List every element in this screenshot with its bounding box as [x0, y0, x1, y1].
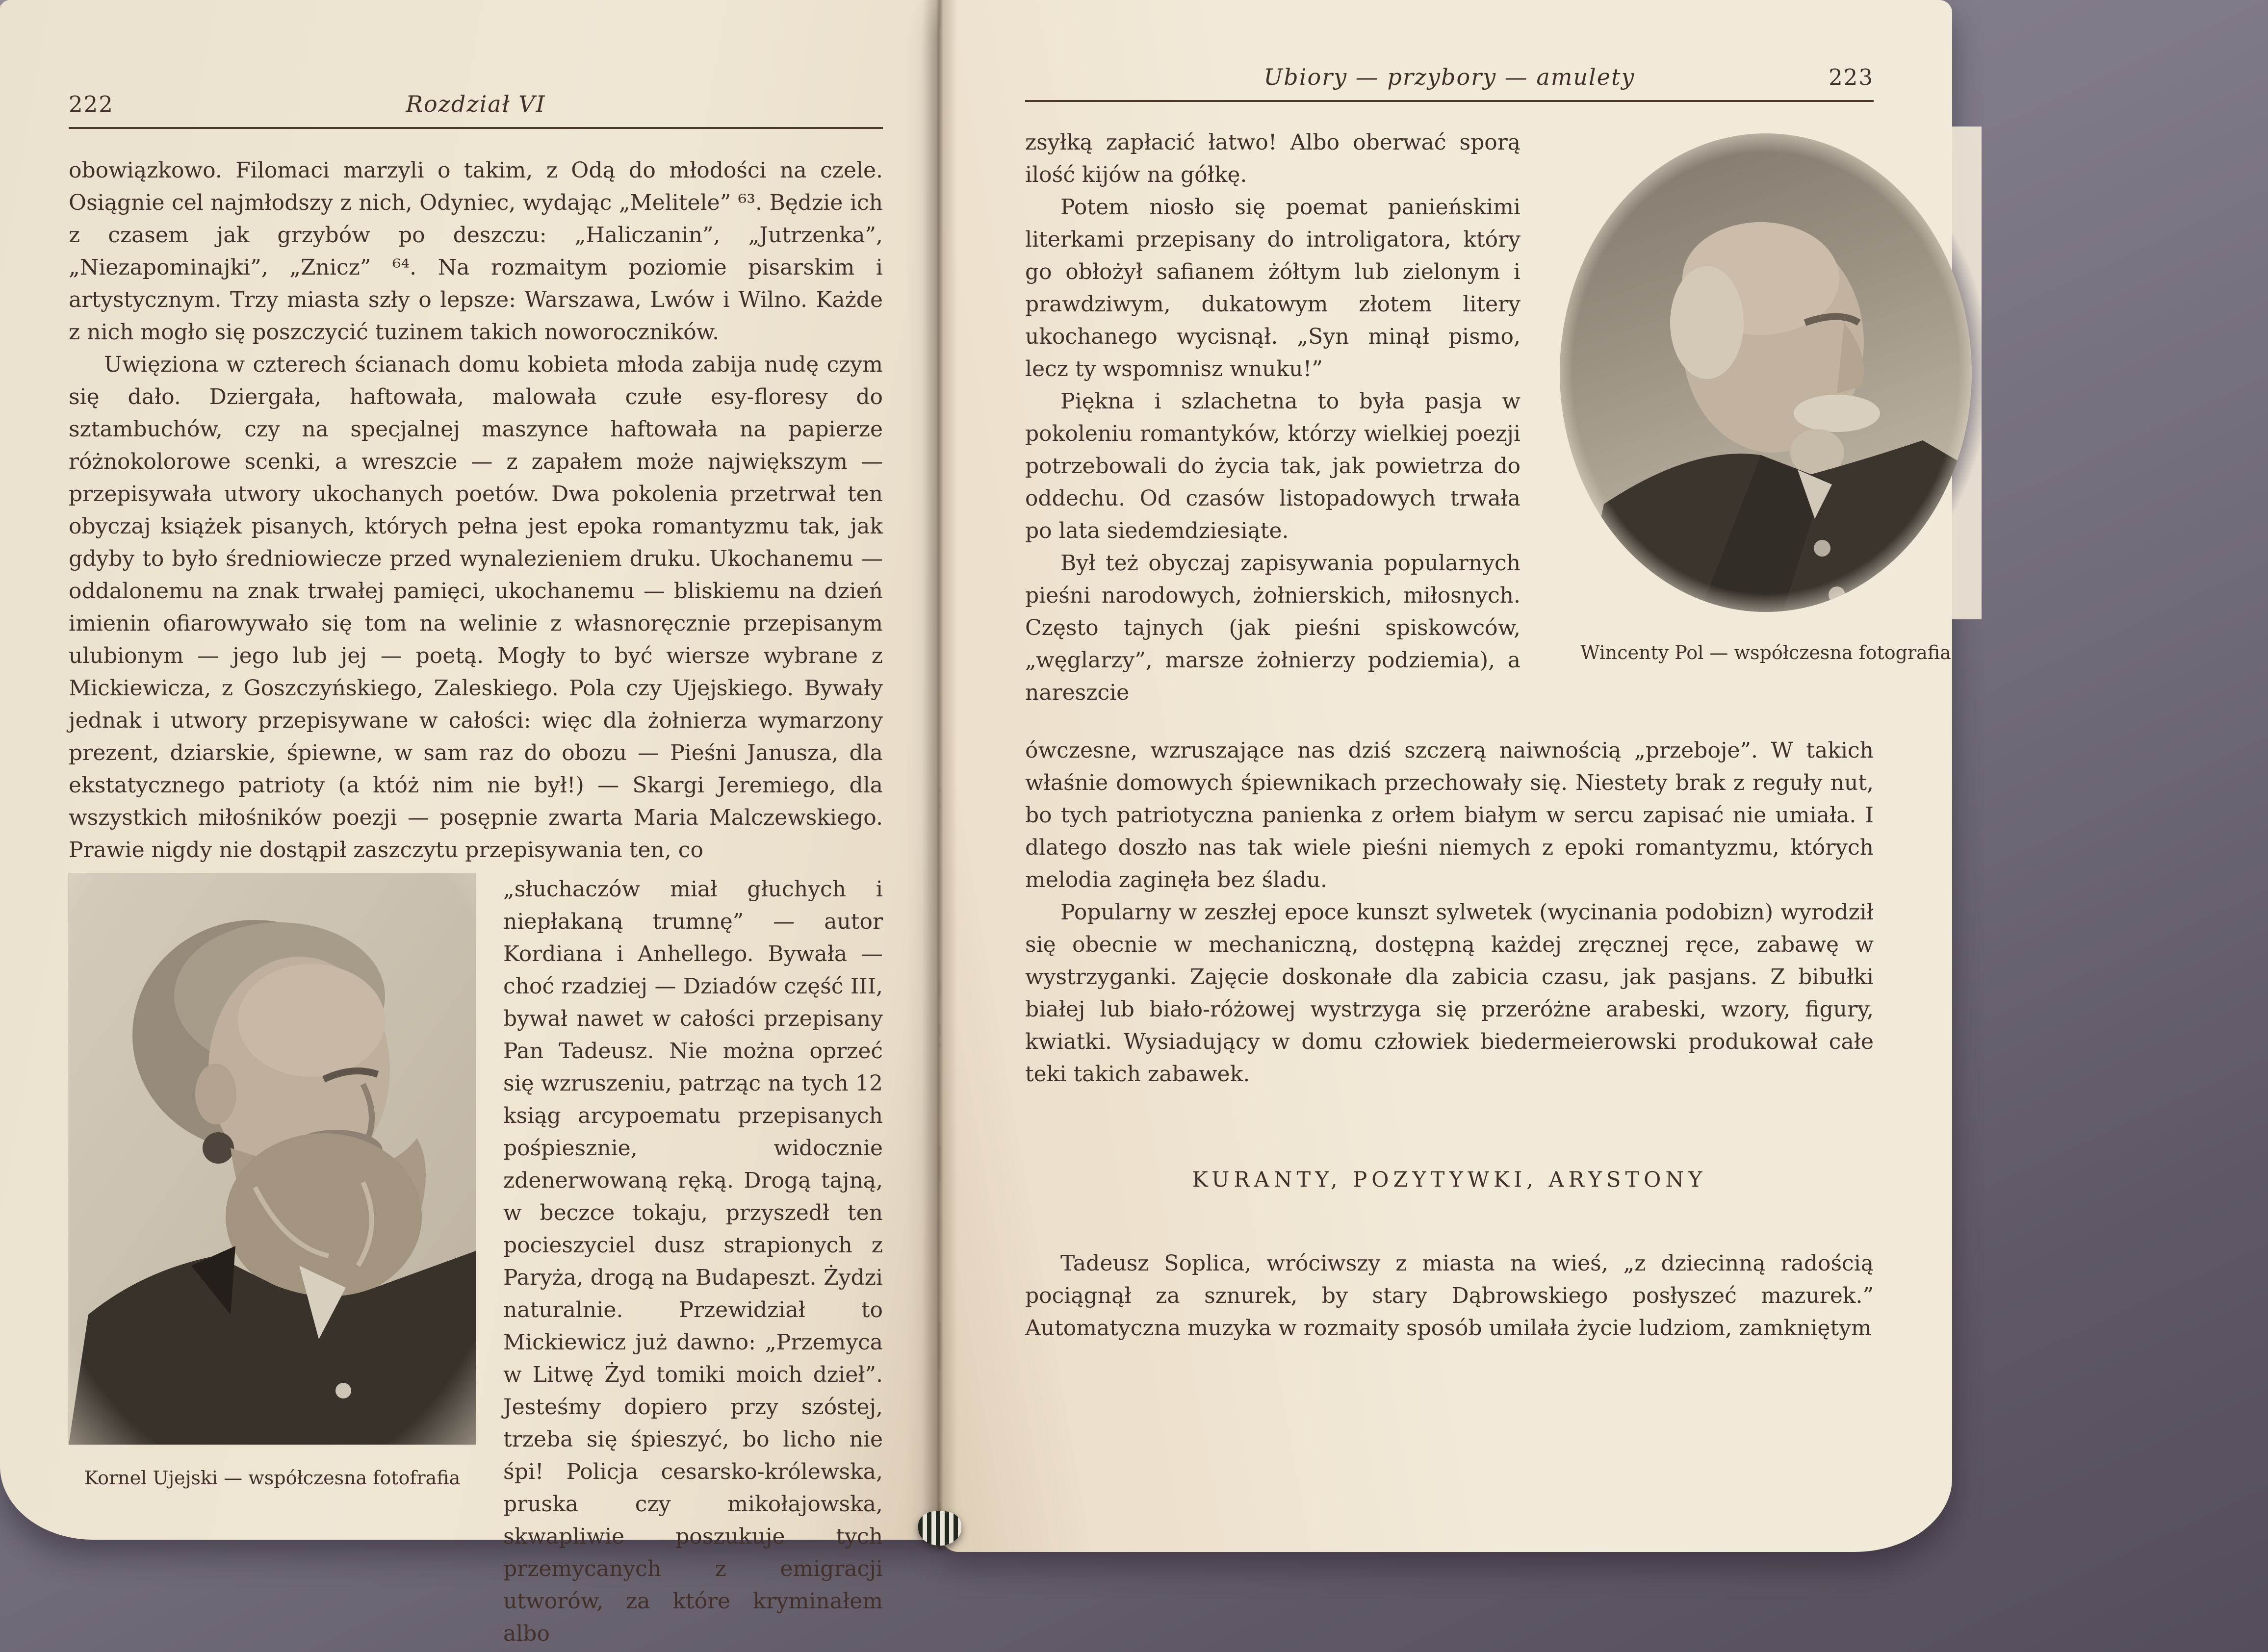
- paragraph: Uwięziona w czterech ścianach domu kobieta młoda zabija nudę czym się dało. Dziergała, haftowała, malowała czułe esy-floresy do sztambuchów, czy na specjalnej maszynce haftowała na papierze różnokolorowe scenki, a wreszcie — z zapałem może największym — przepisywała utwory ukochanych poetów. Dwa pokolenia przetrwał ten obyczaj książek pisanych, których pełna jest epoka romantyzmu tak, jak gdyby to było średniowiecze przed wynalezieniem druku. Ukochanemu — oddalonemu na znak trwałej pamięci, ukochanemu — bliskiemu na dzień imienin ofiarowywało się tom na welinie z własnoręcznie przepisanym ulubionym — jego lub jej — poetą. Mogły to być wiersze wybrane z Mickiewicza, z Goszczyńskiego, Zaleskiego. Pola czy Ujejskiego. Bywały jednak i utwory przepisywane w całości: więc dla żołnierza wymarzony prezent, dziarskie, śpiewne, w sam raz do obozu — Pieśni Janusza, dla ekstatycznego patrioty (a któż nim nie był!) — Skargi Jeremiego, dla wszystkich miłośników poezji — posępnie zwarta Maria Malczewskiego. Prawie nigdy nie dostąpił zaszczytu przepisywania ten, co: [69, 352, 883, 863]
- left-photo-caption: Kornel Ujejski — współczesna fotofrafia: [84, 1467, 461, 1489]
- paragraph: Potem niosło się poemat panieńskimi literkami przepisany do introligatora, który go obłożył safianem żółtym lub zielonym i prawdziwym, dukatowym złotem litery ukochanego wycisnął. „Syn minął pismo, lecz ty wspomnisz wnuku!”: [1025, 195, 1521, 381]
- paragraph: „słuchaczów miał głuchych i niepłakaną trumnę” — autor Kordiana i Anhellego. Bywała — choć rzadziej — Dziadów część III, bywał nawet w całości przepisany Pan Tadeusz. Nie można oprzeć się wzruszeniu, patrząc na tych 12 ksiąg arcypoematu przepisanych pośpiesznie, widocznie zdenerwowaną ręką. Drogą tajną, w beczce tokaju, przyszedł ten pocieszyciel dusz strapionych z Paryża, drogą na Budapeszt. Żydzi naturalnie. Przewidział to Mickiewicz już dawno: „Przemyca w Litwę Żyd tomiki moich dzieł”. Jesteśmy dopiero przy szóstej, trzeba się śpieszyć, bo licho nie śpi! Policja cesarsko-królewska, pruska czy mikołajowska, skwapliwie poszukuje tych przemycanych z emigracji utworów, za które kryminałem albo: [503, 877, 883, 1646]
- right-running-head: Ubiory — przybory — amulety: [1263, 64, 1635, 90]
- paragraph: ówczesne, wzruszające nas dziś szczerą naiwnością „przeboje”. W takich właśnie domowych śpiewnikach przechowały się. Niestety brak z reguły nut, bo tych patriotyczna panienka z orłem białym w sercu zapisać nie umiała. I dlatego doszło nas tak wiele pieśni niemych z epoki romantyzmu, których melodia zaginęła bez śladu.: [1025, 738, 1874, 892]
- left-page-number: 222: [69, 91, 114, 117]
- left-page-header: [69, 91, 883, 129]
- paragraph: obowiązkowo. Filomaci marzyli o takim, z Odą do młodości na czele. Osiągnie cel najmłodszy z nich, Odyniec, wydając „Melitele” ⁶³. Będzie ich z czasem jak grzybów po deszczu: „Haliczanin”, „Jutrzenka”, „Niezapominajki”, „Znicz” ⁶⁴. Na rozmaitym poziomie pisarskim i artystycznym. Trzy miasta szły o lepsze: Warszawa, Lwów i Wilno. Każde z nich mogło się poszczycić tuzinem takich noworoczników.: [69, 158, 883, 345]
- paragraph: Piękna i szlachetna to była pasja w pokoleniu romantyków, którzy wielkiej poezji potrzebowali do życia tak, jak powietrza do oddechu. Od czasów listopadowych trwała po lata siedemdziesiąte.: [1025, 389, 1521, 543]
- right-page: [939, 0, 1952, 1552]
- portrait-photo-wincenty-pol: [1550, 127, 1982, 709]
- right-page-header: [1025, 64, 1874, 102]
- paragraph: Był też obyczaj zapisywania popularnych pieśni narodowych, żołnierskich, miłosnych. Często tajnych (jak pieśni spiskowców, „węglarzy”, marsze żołnierzy podziemia), a nareszcie: [1025, 551, 1521, 705]
- left-running-head: Rozdział VI: [406, 91, 546, 117]
- section-heading: KURANTY, POZYTYWKI, ARYSTONY: [1192, 1168, 1707, 1192]
- spine-headband: [918, 1511, 961, 1546]
- paragraph: Popularny w zeszłej epoce kunszt sylwetek (wycinania podobizn) wyrodził się obecnie w mechaniczną, dostępną każdej zręcznej ręce, zabawę w wystrzyganki. Zajęcie doskonałe dla zabicia czasu, jak pasjans. Z bibułki białej lub biało-różowej wystrzyga się przeróżne arabeski, wzory, figury, kwiatki. Wysiadujący w domu człowiek biedermeierowski produkował całe teki takich zabawek.: [1025, 900, 1874, 1087]
- left-page: [0, 0, 939, 1646]
- oval-portrait-image: [1550, 127, 1982, 619]
- paragraph: Tadeusz Soplica, wróciwszy z miasta na wieś, „z dziecinną radością pociągnął za sznurek, by stary Dąbrowskiego posłyszeć mazurek.” Automatyczna muzyka w rozmaity sposób umilała życie ludziom, zamkniętym: [1025, 1250, 1874, 1341]
- portrait-photo-kornel-ujejski: [69, 873, 476, 1650]
- right-photo-caption: Wincenty Pol — współczesna fotografia: [1580, 642, 1951, 663]
- paragraph: zsyłką zapłacić łatwo! Albo oberwać sporą ilość kijów na gółkę.: [1025, 130, 1521, 187]
- bearded-man-portrait-image: [69, 873, 476, 1445]
- right-page-number: 223: [1829, 64, 1874, 90]
